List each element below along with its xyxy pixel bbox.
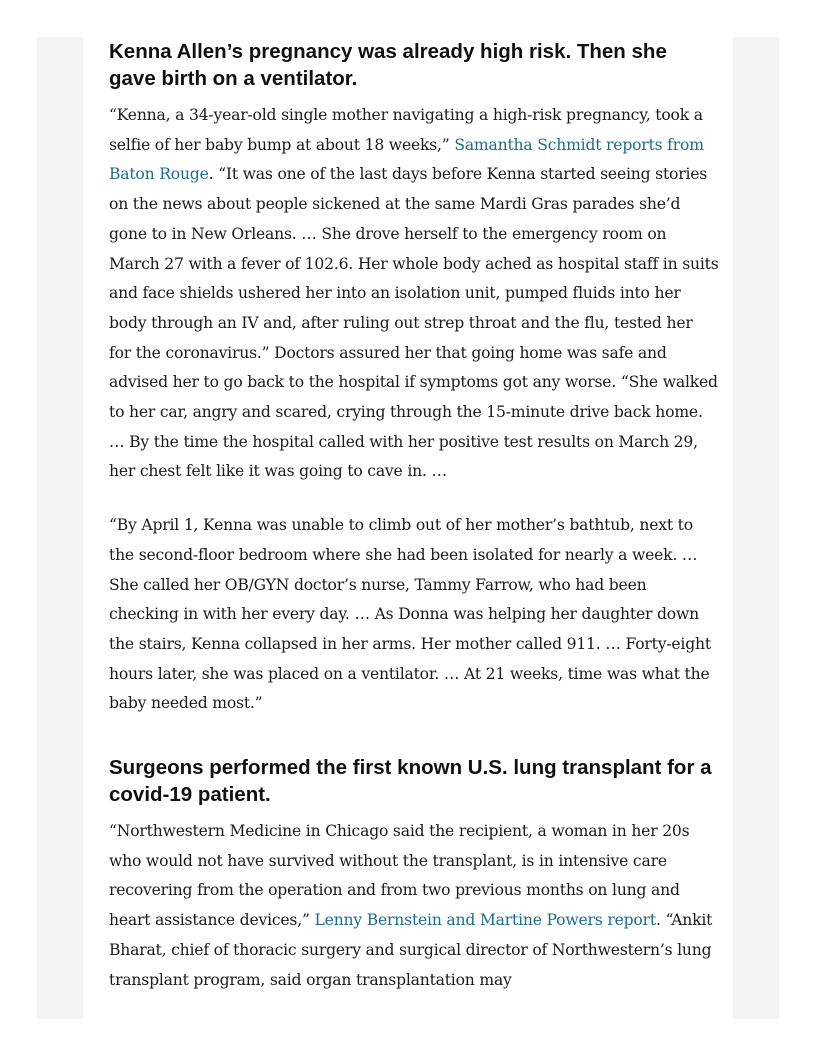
- link-samantha-schmidt-report[interactable]: Samantha Schmidt reports from Baton Rouge: [109, 135, 704, 184]
- link-bernstein-powers-report[interactable]: Lenny Bernstein and Martine Powers report: [314, 911, 656, 930]
- article-body: [109, 37, 719, 995]
- paragraph-text: “Northwestern Medicine in Chicago said the recipient, a woman in her 20s who would not have survived without the transplant, is in intensive care recovering from the operation and from two previous months on lung and heart assistance devices,”: [109, 822, 690, 930]
- paragraph-lung-transplant: [109, 817, 719, 995]
- left-margin-panel: [37, 37, 83, 1019]
- paragraph-kenna-ventilator: “By April 1, Kenna was unable to climb out of her mother’s bathtub, next to the second-floor bedroom where she had been isolated for nearly a week. … She called her OB/GYN doctor’s nurse, Tammy Farrow, who had been checking in with her every day. … As Donna was helping her daughter down the stairs, Kenna collapsed in her arms. Her mother called 911. … Forty-eight hours later, she was placed on a ventilator. … At 21 weeks, time was what the baby needed most.”: [109, 516, 711, 713]
- section-heading-kenna-allen: Kenna Allen’s pregnancy was already high risk. Then she gave birth on a ventilator.: [109, 40, 667, 90]
- right-margin-panel: [733, 37, 779, 1019]
- paragraph-kenna-intro: [109, 101, 719, 487]
- paragraph-text: . “It was one of the last days before Kenna started seeing stories on the news about people sickened at the same Mardi Gras parades she’d gone to in New Orleans. … She drove herself to the emergency room on March 27 with a fever of 102.6. Her whole body ached as hospital staff in suits and face shields ushered her into an isolation unit, pumped fluids into her body through an IV and, after ruling out strep throat and the flu, tested her for the coronavirus.” Doctors assured her that going home was safe and advised her to go back to the hospital if symptoms got any worse. “She walked to her car, angry and scared, crying through the 15-minute drive back home. … By the time the hospital called with her positive test results on March 29, her chest felt like it was going to cave in. …: [109, 165, 719, 481]
- paragraph-text: “Kenna, a 34-year-old single mother navigating a high-risk pregnancy, took a selfie of her baby bump at about 18 weeks,”: [109, 106, 703, 154]
- paragraph-text: . “Ankit Bharat, chief of thoracic surgery and surgical director of Northwestern’s lung transplant program, said organ transplantation may: [109, 911, 713, 989]
- section-heading-lung-transplant: Surgeons performed the first known U.S. lung transplant for a covid-19 patient.: [109, 756, 712, 807]
